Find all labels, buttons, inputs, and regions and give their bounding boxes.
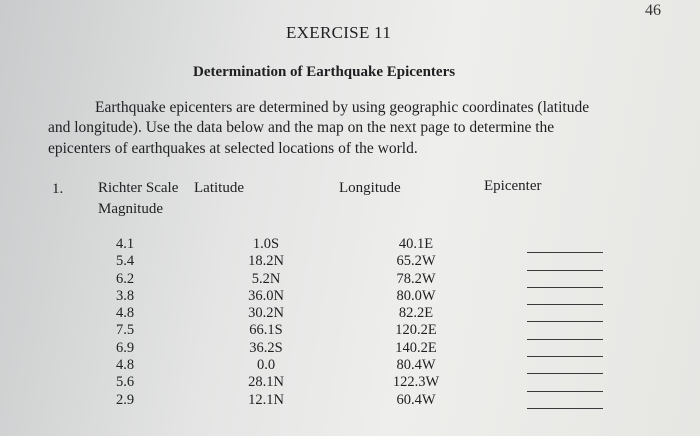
magnitude-cell: 3.8: [116, 287, 135, 304]
epicenter-answer-line[interactable]: [527, 357, 603, 374]
latitude-column: [240, 236, 292, 409]
latitude-cell: 66.1S: [249, 322, 283, 339]
longitude-cell: 82.2E: [398, 305, 434, 322]
intro-line-3: epicenters of earthquakes at selected locations of the world.: [48, 140, 418, 157]
epicenter-answer-line[interactable]: [527, 322, 603, 339]
magnitude-cell: 4.8: [116, 305, 135, 322]
header-magnitude: Magnitude: [98, 201, 163, 217]
epicenter-answer-line[interactable]: [527, 236, 603, 253]
latitude-cell: 28.1N: [248, 374, 284, 391]
epicenter-answer-line[interactable]: [527, 305, 603, 322]
longitude-cell: 65.2W: [396, 253, 436, 270]
latitude-cell: 1.0S: [252, 236, 280, 252]
longitude-cell: 80.0W: [396, 287, 436, 304]
longitude-cell: 140.2E: [395, 339, 437, 356]
header-latitude: Latitude: [194, 180, 244, 196]
epicenter-answer-column: [527, 236, 603, 409]
epicenter-answer-line[interactable]: [527, 253, 603, 270]
header-longitude: Longitude: [339, 180, 401, 196]
epicenter-answer-line[interactable]: [527, 392, 603, 409]
intro-line-2: and longitude). Use the data below and the map on the next page to determine the: [48, 119, 555, 136]
epicenter-answer-line[interactable]: [527, 271, 603, 288]
epicenter-answer-line[interactable]: [527, 288, 603, 305]
longitude-cell: 40.1E: [398, 236, 434, 252]
magnitude-cell: 5.4: [116, 253, 135, 270]
longitude-cell: 120.2E: [395, 322, 437, 339]
magnitude-cell: 4.8: [116, 357, 135, 374]
latitude-cell: 36.2S: [249, 339, 283, 356]
latitude-cell: 5.2N: [251, 270, 281, 287]
magnitude-cell: 6.2: [116, 270, 135, 287]
longitude-cell: 122.3W: [392, 374, 440, 391]
page-number: 46: [645, 2, 661, 19]
magnitude-cell: 4.1: [116, 236, 135, 252]
intro-line-1: Earthquake epicenters are determined by using geographic coordinates (latitude: [95, 99, 590, 116]
item-number: 1.: [52, 181, 64, 197]
header-richter-scale: Richter Scale: [98, 180, 179, 196]
magnitude-cell: 7.5: [116, 322, 135, 339]
latitude-cell: 0.0: [256, 357, 276, 374]
longitude-cell: 60.4W: [396, 391, 436, 408]
magnitude-cell: 5.6: [116, 374, 135, 391]
epicenter-answer-line[interactable]: [527, 340, 603, 357]
magnitude-column: [116, 236, 134, 409]
latitude-cell: 12.1N: [248, 391, 284, 408]
latitude-cell: 18.2N: [248, 253, 284, 270]
longitude-cell: 78.2W: [396, 270, 436, 287]
latitude-cell: 30.2N: [248, 305, 284, 322]
magnitude-cell: 2.9: [116, 391, 135, 408]
longitude-column: [387, 236, 445, 409]
epicenter-answer-line[interactable]: [527, 374, 603, 391]
magnitude-cell: 6.9: [116, 339, 135, 356]
latitude-cell: 36.0N: [248, 287, 284, 304]
exercise-subtitle: Determination of Earthquake Epicenters: [193, 64, 456, 80]
longitude-cell: 80.4W: [396, 357, 436, 374]
exercise-title: EXERCISE 11: [286, 23, 392, 42]
header-epicenter: Epicenter: [484, 178, 542, 194]
